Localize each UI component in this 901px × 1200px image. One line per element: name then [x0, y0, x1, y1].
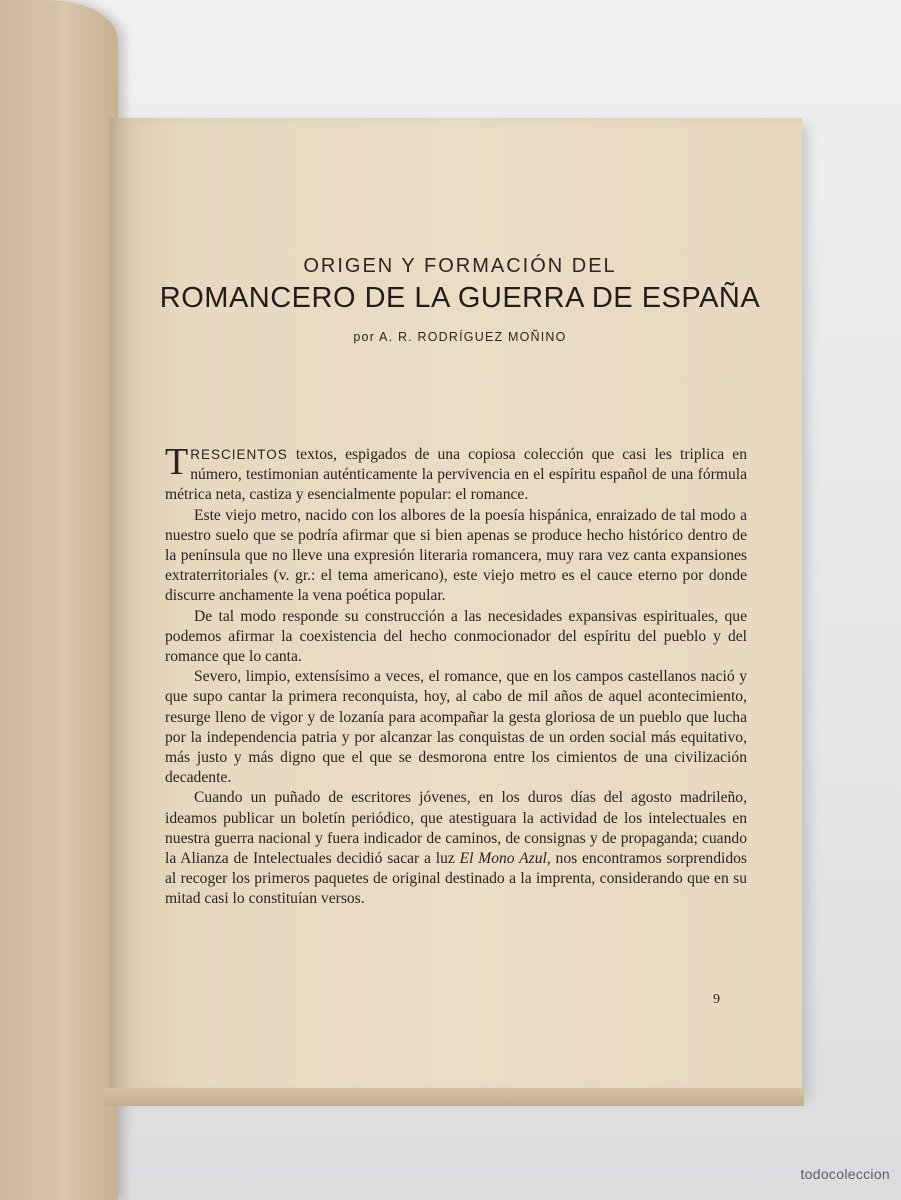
book-cover-edge [0, 0, 118, 1200]
paragraph-5-text-a: Cuando un puñado de escritores jóvenes, en los duros días del agosto madrileño, ideamos publicar un boletín periódico, que atestiguara la actividad de los intelectuales en nuestra guerra nacional y fuera indicador de caminos, de consignas y de propaganda; cuando la Alianza de Intelectuales decidió sacar a luz [165, 789, 747, 868]
title-line-2: ROMANCERO DE LA GUERRA DE ESPAÑA [159, 282, 761, 314]
journal-title: El Mono Azul [459, 850, 547, 868]
lead-word: RESCIENTOS [190, 447, 288, 462]
page-number: 9 [713, 992, 720, 1007]
paragraph-4: Severo, limpio, extensísimo a veces, el romance, que en los campos castellanos nació y que supo cantar la primera reconquista, hoy, al cabo de mil años de aquel acontecimiento, resurge lleno de vigor y de lozanía para acompañar la gesta gloriosa de un pueblo que lucha por la independencia patria y por alcanzar las conquistas de un orden social más equitativo, más justo y más digno que el que se desmorona entre los cimientos de una civilización decadente. [165, 668, 747, 787]
paragraph-1 [165, 441, 747, 506]
paragraph-2: Este viejo metro, nacido con los albores de la poesía hispánica, enraizado de tal modo a nuestro suelo que se podría afirmar que si bien apenas se produce hecho histórico dentro de la península que no lleve una expresión literaria romancera, muy rara vez canta expansiones extraterritoriales (v. gr.: el tema americano), este viejo metro es el cauce eterno por donde discurre anchamente la vena poética popular. [165, 506, 747, 605]
page-stack-edge [104, 1088, 804, 1106]
drop-cap: T [165, 441, 189, 483]
watermark: todocoleccion [800, 1166, 890, 1182]
paragraph-3: De tal modo responde su construcción a las necesidades expansivas espirituales, que podemos afirmar la coexistencia del hecho conmocionador del espíritu del pueblo y del romance que lo canta. [165, 607, 747, 666]
paragraph-5-text-b: , nos encontramos sorprendidos al recoger los primeros paquetes de original destinado a la imprenta, considerando que en su mitad casi lo constituían versos. [165, 850, 747, 908]
paragraph-5 [165, 788, 747, 909]
title-line-1: ORIGEN Y FORMACIÓN DEL [303, 255, 617, 277]
article-body [165, 441, 747, 910]
byline: por A. R. RODRÍGUEZ MOÑINO [353, 330, 567, 344]
paragraph-1-text: textos, espigados de una copiosa colección que casi les triplica en número, testimonian auténticamente la pervivencia en el espíritu español de una fórmula métrica neta, castiza y esencialmente popular: el romance. [165, 446, 747, 504]
